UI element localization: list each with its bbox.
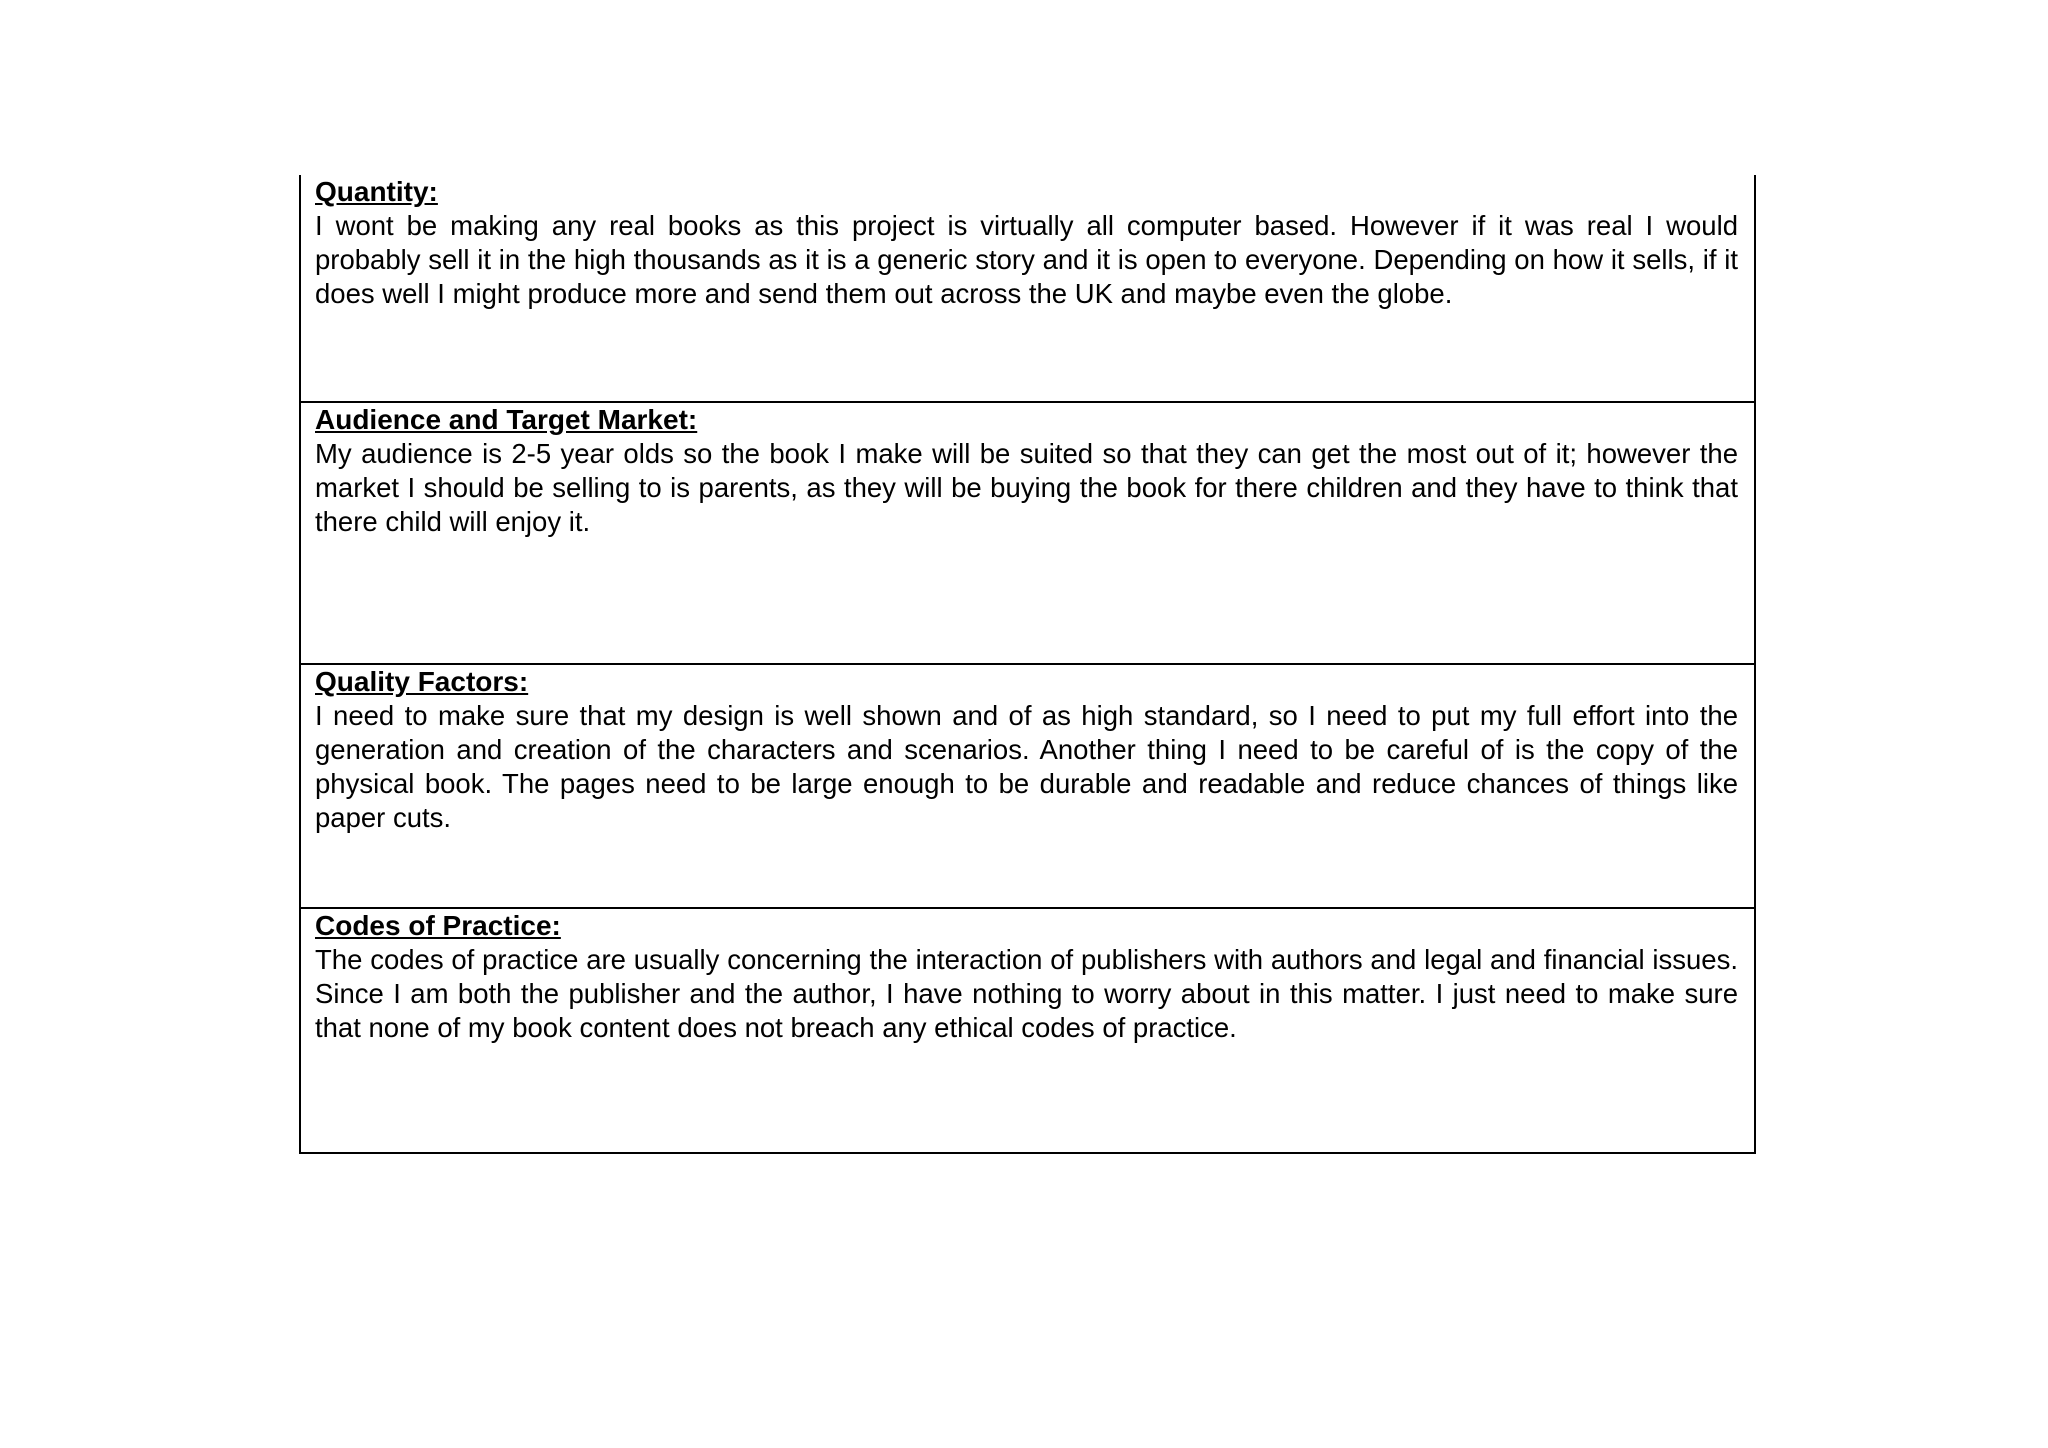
planning-table [299, 175, 1756, 1154]
section-audience-target-market [301, 401, 1754, 663]
section-quantity [301, 175, 1754, 401]
section-body: My audience is 2-5 year olds so the book I make will be suited so that they can get the most out of it; however the market I should be selling to is parents, as they will be buying the book for there children and they have to think that there child will enjoy it. [315, 438, 1738, 537]
section-codes-of-practice [301, 907, 1754, 1152]
section-heading: Quality Factors: [315, 666, 529, 697]
section-body: The codes of practice are usually concerning the interaction of publishers with authors and legal and financial issues. Since I am both the publisher and the author, I have nothing to worry about in this matter. I just need to make sure that none of my book content does not breach any ethical codes of practice. [315, 944, 1738, 1043]
section-heading: Audience and Target Market: [315, 404, 698, 435]
section-heading: Quantity: [315, 176, 438, 207]
section-quality-factors [301, 663, 1754, 907]
section-body: I wont be making any real books as this project is virtually all computer based. However if it was real I would probably sell it in the high thousands as it is a generic story and it is open to everyone. Depending on how it sells, if it does well I might produce more and send them out across the UK and maybe even the globe. [315, 210, 1738, 309]
section-body: I need to make sure that my design is well shown and of as high standard, so I need to put my full effort into the generation and creation of the characters and scenarios. Another thing I need to be careful of is the copy of the physical book. The pages need to be large enough to be durable and readable and reduce chances of things like paper cuts. [315, 700, 1738, 833]
section-heading: Codes of Practice: [315, 910, 561, 941]
